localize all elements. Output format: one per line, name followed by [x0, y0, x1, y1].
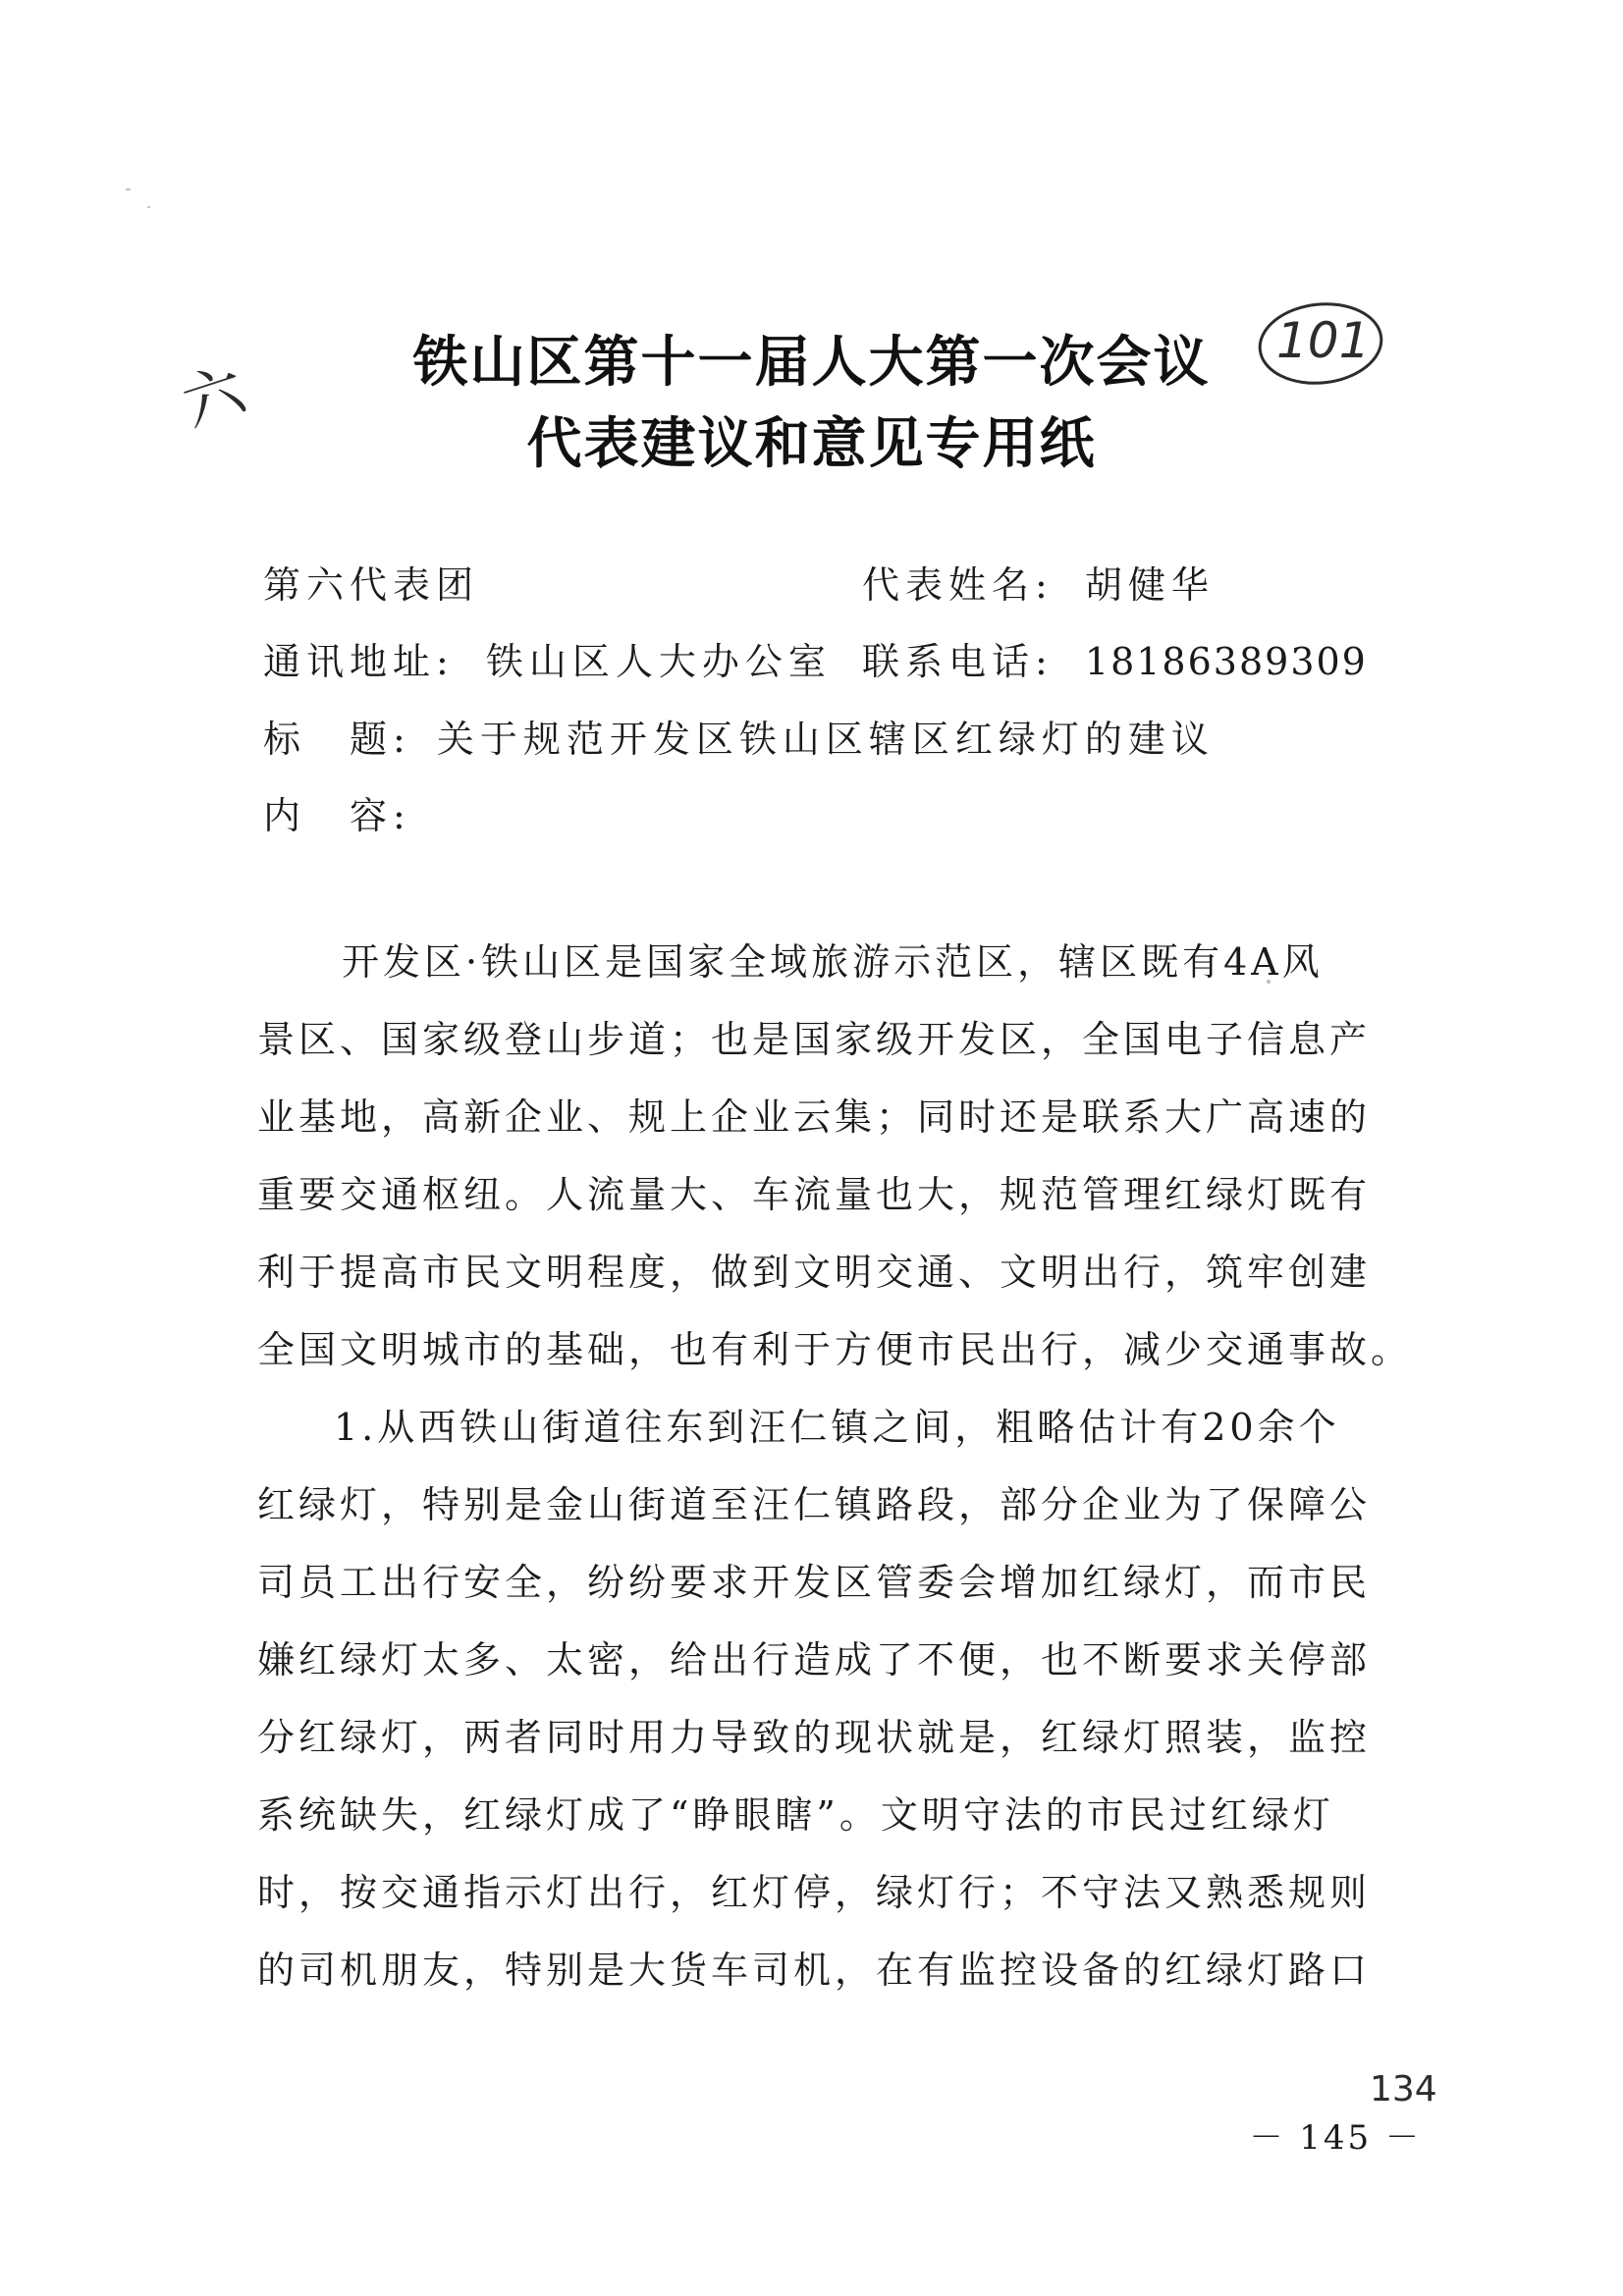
page-number: － 145 －	[1249, 2118, 1422, 2158]
body-line: 开发区·铁山区是国家全域旅游示范区，辖区既有4A风	[342, 940, 1324, 984]
address-label: 通讯地址:	[263, 640, 455, 683]
phone-field	[862, 631, 1368, 685]
handwritten-number-134: 134	[1370, 2069, 1437, 2109]
phone-value: 18186389309	[1084, 640, 1368, 683]
body-line: 景区、国家级登山步道；也是国家级开发区，全国电子信息产	[257, 1018, 1372, 1061]
delegate-name-field	[862, 555, 1215, 609]
body-line: 的司机朋友，特别是大货车司机，在有监控设备的红绿灯路口	[257, 1949, 1372, 1992]
phone-label: 联系电话:	[862, 640, 1054, 683]
body-line: 分红绿灯，两者同时用力导致的现状就是，红绿灯照装，监控	[257, 1716, 1372, 1759]
body-line: 司员工出行安全，纷纷要求开发区管委会增加红绿灯，而市民	[257, 1561, 1372, 1604]
form-title-line1: 铁山区第十一届人大第一次会议	[412, 331, 1211, 395]
body-line: 业基地，高新企业、规上企业云集；同时还是联系大广高速的	[257, 1095, 1372, 1139]
address-value: 铁山区人大办公室	[485, 640, 832, 683]
body-line: 红绿灯，特别是金山街道至汪仁镇路段，部分企业为了保障公	[257, 1483, 1372, 1526]
body-line: 重要交通枢纽。人流量大、车流量也大，规范管理红绿灯既有	[257, 1173, 1372, 1216]
body-line: 全国文明城市的基础，也有利于方便市民出行，减少交通事故。	[257, 1328, 1413, 1371]
body-line: 时，按交通指示灯出行，红灯停，绿灯行；不守法又熟悉规则	[257, 1871, 1372, 1914]
body-line: 利于提高市民文明程度，做到文明交通、文明出行，筑牢创建	[257, 1251, 1372, 1294]
handwritten-number-101: 101	[1276, 312, 1371, 369]
content-field	[263, 785, 411, 839]
form-title-line2: 代表建议和意见专用纸	[526, 412, 1097, 476]
delegate-name-label: 代表姓名:	[862, 563, 1054, 607]
delegation: 第六代表团	[263, 563, 480, 607]
subject-label: 标 题:	[263, 718, 411, 761]
subject-field	[263, 709, 1215, 763]
handwritten-mark-left: 六	[173, 352, 254, 441]
scan-speck	[126, 188, 131, 190]
body-line: 嫌红绿灯太多、太密，给出行造成了不便，也不断要求关停部	[257, 1638, 1372, 1682]
subject-value: 关于规范开发区铁山区辖区红绿灯的建议	[436, 718, 1215, 761]
address-field	[263, 631, 832, 685]
body-line: 系统缺失，红绿灯成了“睁眼瞎”。文明守法的市民过红绿灯	[257, 1793, 1334, 1837]
content-label: 内 容:	[263, 794, 411, 837]
scan-speck	[147, 206, 150, 208]
body-line: 1.从西铁山街道往东到汪仁镇之间，粗略估计有20余个	[334, 1406, 1340, 1449]
delegate-name-value: 胡健华	[1084, 563, 1215, 607]
